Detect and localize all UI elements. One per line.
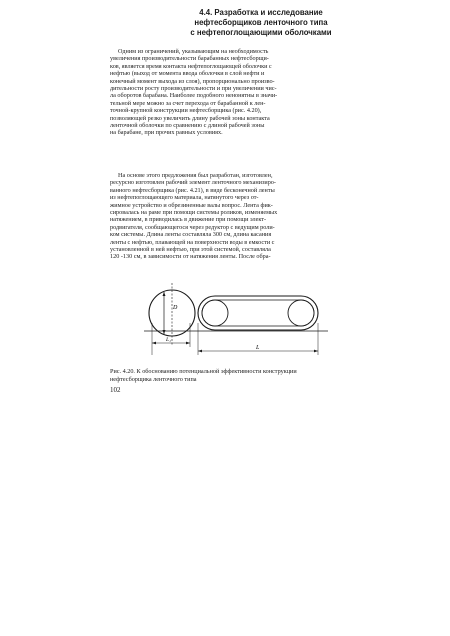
arrow-head <box>163 292 166 296</box>
page-number: 102 <box>110 386 121 394</box>
text-line: ванного нефтесборщика (рис. 4.21), в виде бесконечной ленты <box>110 186 275 194</box>
paragraph-1 <box>110 48 362 137</box>
text-line: конечный момент выхода из слоя), пропорционально произво- <box>110 77 275 85</box>
text-line: ресурсно изготовлен рабочий элемент ленточного механизиро- <box>110 179 276 187</box>
text-line: из нефтепоглощающего материала, натянутого через от- <box>110 194 259 202</box>
text-line: увеличения производительности барабанных нефтесборщи- <box>110 55 269 63</box>
arrow-head <box>152 342 156 345</box>
text-line: Одним из ограничений, указывающим на необходимость <box>118 48 269 55</box>
heading-line: с нефтепоглощающими оболочками <box>190 28 332 37</box>
dimension-label: L <box>256 345 260 351</box>
arrow-head <box>314 350 318 353</box>
text-line: ков, является время контакта нефтепоглощающей оболочки с <box>110 62 272 70</box>
arrow-head <box>198 350 202 353</box>
roller-left <box>202 300 228 326</box>
text-line: 120 -130 см, в зависимости от натяжения ленты. После обра- <box>110 253 271 261</box>
roller-right <box>288 300 314 326</box>
section-heading <box>150 8 372 38</box>
belt-inner <box>202 300 314 326</box>
text-line: позволяющей резко увеличить длину рабочей зоны контакта <box>110 114 270 122</box>
heading-line: 4.4. Разработка и исследование <box>199 8 323 17</box>
text-line: родвигателя, сообщающегося через редуктор с ведущим роли- <box>110 223 275 231</box>
arrow-head <box>186 342 190 345</box>
belt-skimmer-figure <box>140 279 350 361</box>
text-line: на барабане, при прочих равных условиях. <box>110 129 223 137</box>
figure-caption <box>110 368 360 383</box>
arrow-head <box>163 330 166 334</box>
text-line: установленной в ней нефтью, при этой системой, составляла <box>110 246 271 254</box>
caption-line: Рис. 4.20. К обоснованию потенциальной эффективности конструкции <box>110 368 297 375</box>
belt-outer <box>198 296 318 330</box>
text-line: нефтью (выход от момента ввода оболочки в слой нефти и <box>110 70 265 78</box>
text-line: ком системы. Длина ленты составляла 300 см, длина касания <box>110 231 272 239</box>
text-line: На основе этого предложения был разработан, изготовлен, <box>118 172 273 179</box>
dimension-label: L₁ <box>166 337 171 343</box>
text-line: дительности росту производительности и при увеличении чис- <box>110 85 277 93</box>
caption-line: нефтесборщика ленточного типа <box>110 375 197 383</box>
diameter-label: D <box>173 305 178 311</box>
text-line: сировалась на раме при помощи системы роликов, изменяемых <box>110 209 278 217</box>
paragraph-2 <box>110 172 362 261</box>
text-line: ла оборотов барабана. Наиболее подобного ненонятны в значи- <box>110 92 278 100</box>
text-line: натяжением, в приводилась в движение при помощи элект- <box>110 216 267 224</box>
text-line: жимное устройство и обрезиненные валы вопрос. Лента фик- <box>110 201 273 209</box>
text-line: тельной мере можно за счет перехода от барабанной к лен- <box>110 99 266 107</box>
text-line: ленты с нефтью, плавающей на поверхности воды в емкости с <box>110 238 275 246</box>
text-line: точной-крупной конструкции нефтесборщика (рис. 4.20), <box>110 107 262 115</box>
text-line: ленточной оболочки по сравнению с длиной рабочей зоны <box>110 122 265 130</box>
heading-line: нефтесборщиков ленточного типа <box>194 18 328 27</box>
